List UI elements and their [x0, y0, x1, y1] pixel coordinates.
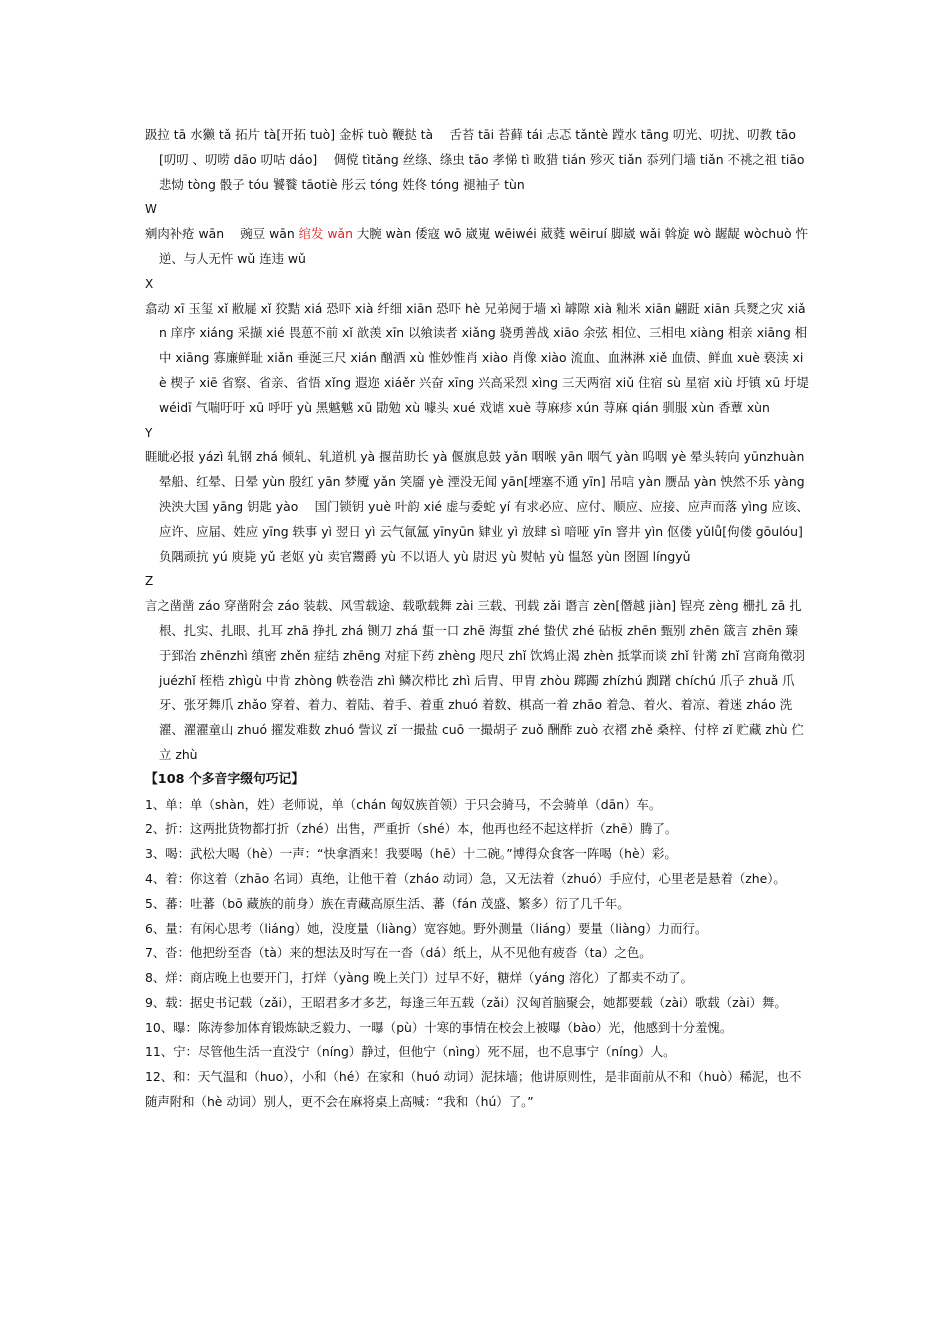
- w-text-highlight: 绾发 wǎn: [298, 226, 353, 242]
- polyphone-item: 2、折：这两批货物都打折（zhé）出售，严重折（shé）本，他再也经不起这样折（zhē）腾了。: [145, 821, 678, 837]
- section-letter-y: Y: [145, 425, 153, 440]
- polyphone-item: 10、曝：陈涛参加体育锻炼缺乏毅力、一曝（pù）十寒的事情在校会上被曝（bào）光，他感到十分羞愧。: [145, 1019, 733, 1035]
- polyphone-item: 1、单：单（shàn，姓）老师说，单（chán 匈奴族首领）于只会骑马，不会骑单（dān）车。: [145, 796, 662, 812]
- polyphone-item: 11、宁：尽管他生活一直没宁（níng）静过，但他宁（nìng）死不屈，也不息事宁（níng）人。: [145, 1044, 676, 1060]
- w-text-after: 大腕 wàn 倭寇 wō 崴嵬 wēiwéi 葳蕤 wēiruí 脚崴 wǎi 斡旋 wò 龌龊 wòchuò 忤逆、与人无忤 wǔ 连违 wǔ: [159, 226, 808, 266]
- polyphone-heading: 【108 个多音字缀句巧记】: [145, 771, 305, 787]
- document-page: [145, 123, 810, 1115]
- polyphone-item: 3、喝：武松大喝（hè）一声：“快拿酒来！我要喝（hē）十二碗。”博得众食客一阵喝（hè）彩。: [145, 846, 677, 862]
- polyphone-item: 4、着：你这着（zhāo 名词）真绝，让他干着（zháo 动词）急，又无法着（zhuó）手应付，心里老是悬着（zhe）。: [145, 870, 786, 886]
- polyphone-item: 8、烊：商店晚上也要开门，打烊（yàng 晚上关门）过早不好，糖烊（yáng 溶化）了都卖不动了。: [145, 970, 693, 986]
- t-section-text: 趿拉 tā 水獭 tǎ 拓片 tà[开拓 tuò] 金柝 tuò 鞭挞 tà 舌苔 tāi 苔藓 tái 忐忑 tǎntè 蹚水 tāng 叨光、叨扰、叨教 tāo[叨叨 、叨唠 dāo 叨咕 dáo] 倜傥 tìtǎng 丝绦、绦虫 tāo 孝悌 tì 畋猎 tián 殄灭 tiǎn 忝列门墙 tiǎn 不祧之祖 tiāo 悲恸 tòng 骰子 tóu 饕餮 tāotiè 彤云 tóng 姓佟 tóng 褪袖子 tùn: [145, 127, 805, 192]
- section-letter-w: W: [145, 202, 157, 217]
- section-letter-x: X: [145, 276, 154, 291]
- y-section-text: 睚眦必报 yázì 轧钢 zhá 倾轧、轧道机 yà 揠苗助长 yà 偃旗息鼓 yǎn 咽喉 yān 咽气 yàn 呜咽 yè 晕头转向 yūnzhuàn 晕船、红晕、日晕 yùn 殷红 yān 梦魇 yǎn 笑靥 yè 湮没无闻 yān[堙塞不通 yīn] 吊唁 yàn 赝品 yàn 怏然不乐 yàng 泱泱大国 yāng 钥匙 yào 国门锁钥 yuè 叶韵 xié 虚与委蛇 yí 有求必应、应付、顺应、应接、应声而落 yìng 应该、应许、应届、姓应 yīng 轶事 yì 翌日 yì 云气氤氲 yīnyūn 肄业 yì 放肆 sì 喑哑 yīn 窨井 yìn 伛偻 yǔlǚ[佝偻 gōulóu] 负隅顽抗 yú 庾毙 yǔ 老妪 yù 卖官鬻爵 yù 不以语人 yù 尉迟 yù 熨帖 yù 愠怒 yùn 囹圄 língyǔ: [145, 449, 809, 564]
- z-section-text: 言之凿凿 záo 穿凿附会 záo 装载、风雪载途、载歌载舞 zài 三载、刊载 zǎi 谮言 zèn[僭越 jiàn] 锃亮 zèng 栅扎 zā 扎根、扎实、扎眼、扎耳 zhā 挣扎 zhá 铡刀 zhá 蜇一口 zhē 海蜇 zhé 蛰伏 zhé 砧板 zhēn 甄别 zhēn 箴言 zhēn 臻于郅治 zhēnzhì 缜密 zhěn 症结 zhēng 对症下药 zhèng 咫尺 zhǐ 饮鸩止渴 zhèn 抵掌而谈 zhǐ 针黹 zhǐ 宫商角徵羽 juézhǐ 桎梏 zhìgù 中肯 zhòng 帙卷浩 zhì 鳞次栉比 zhì 后胄、甲胄 zhòu 踯躅 zhízhú 踟躇 chíchú 爪子 zhuǎ 爪牙、张牙舞爪 zhǎo 穿着、着力、着陆、着手、着重 zhuó 着数、棋高一着 zhāo 着急、着火、着凉、着迷 zháo 洗濯、濯濯童山 zhuó 擢发难数 zhuó 訾议 zǐ 一撮盐 cuō 一撮胡子 zuǒ 酬酢 zuò 衣褶 zhě 桑梓、付梓 zǐ 贮藏 zhù 伫立 zhù: [145, 598, 806, 762]
- x-section-text: 翕动 xī 玉玺 xǐ 敝屣 xǐ 狡黠 xiá 恐吓 xià 纤细 xiān 恐吓 hè 兄弟阋于墙 xì 罅隙 xià 籼米 xiān 翩跹 xiān 兵燹之灾 xiǎn 庠序 xiáng 采撷 xié 畏葸不前 xǐ 歆羡 xīn 以飨读者 xiǎng 骁勇善战 xiāo 余弦 相位、三相电 xiàng 相亲 xiāng 相中 xiāng 寡廉鲜耻 xiǎn 垂涎三尺 xián 酗酒 xù 惟妙惟肖 xiào 肖像 xiào 流血、血淋淋 xiě 血债、鲜血 xuè 亵渎 xiè 楔子 xiē 省察、省亲、省悟 xǐng 遐迩 xiáěr 兴奋 xīng 兴高采烈 xìng 三天两宿 xiǔ 住宿 sù 星宿 xiù 圩镇 xū 圩堤 wéidī 气喘吁吁 xū 呼吁 yù 黑魆魆 xū 勖勉 xù 噱头 xué 戏谑 xuè 荨麻疹 xún 荨麻 qián 驯服 xùn 香蕈 xùn: [145, 300, 809, 415]
- polyphone-item: 6、量：有闲心思考（liáng）她，没度量（liàng）宽容她。野外测量（liáng）要量（liàng）力而行。: [145, 920, 708, 936]
- polyphone-item: 9、载：据史书记载（zǎi），王昭君多才多艺，每逢三年五载（zǎi）汉匈首脑聚会，她都要载（zài）歌载（zài）舞。: [145, 994, 787, 1010]
- w-section-text: [145, 222, 810, 272]
- w-text-before: 剜肉补疮 wān 豌豆 wān: [145, 226, 299, 242]
- section-letter-z: Z: [145, 574, 154, 589]
- polyphone-item: 5、蕃：吐蕃（bō 藏族的前身）族在青藏高原生活、蕃（fán 茂盛、繁多）衍了几千年。: [145, 895, 630, 911]
- polyphone-item: 7、沓：他把纷至沓（tà）来的想法及时写在一沓（dá）纸上，从不见他有疲沓（ta）之色。: [145, 945, 652, 961]
- polyphone-item: 12、和：天气温和（huo），小和（hé）在家和（huó 动词）泥抹墙；他讲原则性，是非面前从不和（huò）稀泥，也不随声附和（hè 动词）别人，更不会在麻将桌上高喊：“我和（hú）了。”: [145, 1069, 802, 1110]
